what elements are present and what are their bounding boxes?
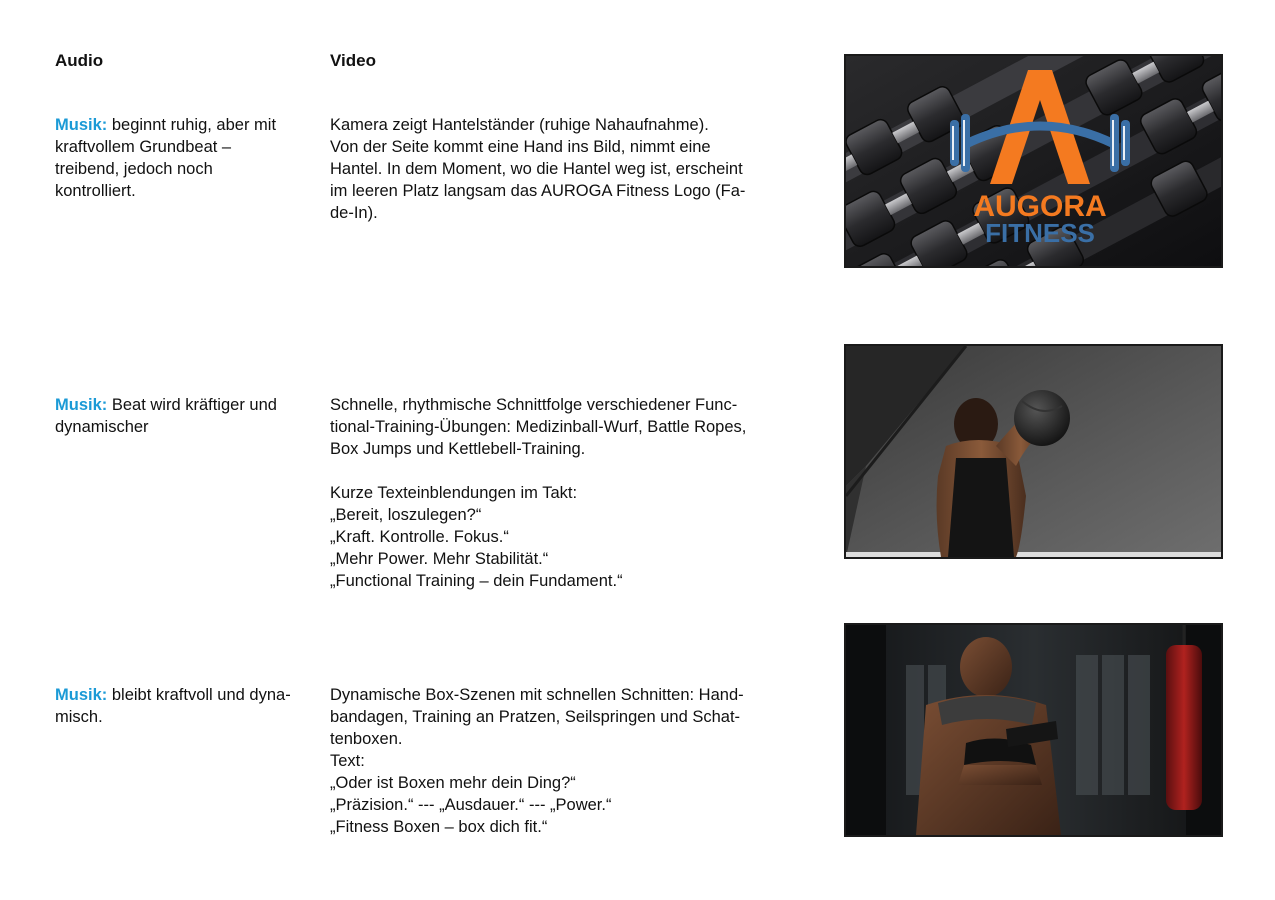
audio-cell-3 xyxy=(55,684,310,728)
audio-text: treibend, jedoch noch xyxy=(55,160,213,178)
audio-text: kraftvollem Grundbeat – xyxy=(55,138,232,156)
video-cell-2 xyxy=(330,394,800,592)
musik-label: Musik: xyxy=(55,396,108,414)
video-text: Box Jumps und Kettlebell-Training. xyxy=(330,440,586,458)
audio-text: kontrolliert. xyxy=(55,182,136,200)
video-text: tional-Training-Übungen: Medizinball-Wurf, Battle Ropes, xyxy=(330,418,747,436)
video-text: „Fitness Boxen – box dich fit.“ xyxy=(330,818,548,836)
video-text: de-In). xyxy=(330,204,378,222)
audio-text: misch. xyxy=(55,708,103,726)
video-cell-3 xyxy=(330,684,800,838)
audio-cell-1 xyxy=(55,114,310,202)
video-text: „Präzision.“ --- „Ausdauer.“ --- „Power.“ xyxy=(330,796,612,814)
dumbbell-rack-logo-image xyxy=(844,54,1223,268)
audio-text: Beat wird kräftiger und xyxy=(107,396,277,414)
video-text: „Functional Training – dein Fundament.“ xyxy=(330,572,623,590)
audio-text: bleibt kraftvoll und dyna- xyxy=(107,686,291,704)
header-video: Video xyxy=(330,51,376,70)
video-text: im leeren Platz langsam das AUROGA Fitness Logo (Fa- xyxy=(330,182,746,200)
audio-cell-2 xyxy=(55,394,310,438)
video-text: Text: xyxy=(330,752,365,770)
header-audio: Audio xyxy=(55,51,104,70)
video-text: „Bereit, loszulegen?“ xyxy=(330,506,482,524)
video-cell-1 xyxy=(330,114,800,224)
medicine-ball-athlete-image xyxy=(844,344,1223,559)
logo-word-1: AUGORA xyxy=(973,190,1107,223)
video-text: tenboxen. xyxy=(330,730,403,748)
video-text: „Oder ist Boxen mehr dein Ding?“ xyxy=(330,774,576,792)
video-text: „Mehr Power. Mehr Stabilität.“ xyxy=(330,550,549,568)
video-text: „Kraft. Kontrolle. Fokus.“ xyxy=(330,528,509,546)
video-text: Schnelle, rhythmische Schnittfolge verschiedener Func- xyxy=(330,396,738,414)
video-text: Von der Seite kommt eine Hand ins Bild, nimmt eine xyxy=(330,138,711,156)
video-text: Kurze Texteinblendungen im Takt: xyxy=(330,484,578,502)
logo-word-2: FITNESS xyxy=(985,218,1095,248)
audio-text: dynamischer xyxy=(55,418,149,436)
video-text: Kamera zeigt Hantelständer (ruhige Nahaufnahme). xyxy=(330,116,709,134)
musik-label: Musik: xyxy=(55,116,108,134)
musik-label: Musik: xyxy=(55,686,108,704)
video-text: Hantel. In dem Moment, wo die Hantel weg ist, erscheint xyxy=(330,160,743,178)
video-text: Dynamische Box-Szenen mit schnellen Schnitten: Hand- xyxy=(330,686,744,704)
boxer-hand-wraps-image xyxy=(844,623,1223,837)
video-text: bandagen, Training an Pratzen, Seilspringen und Schat- xyxy=(330,708,741,726)
audio-text: beginnt ruhig, aber mit xyxy=(107,116,277,134)
